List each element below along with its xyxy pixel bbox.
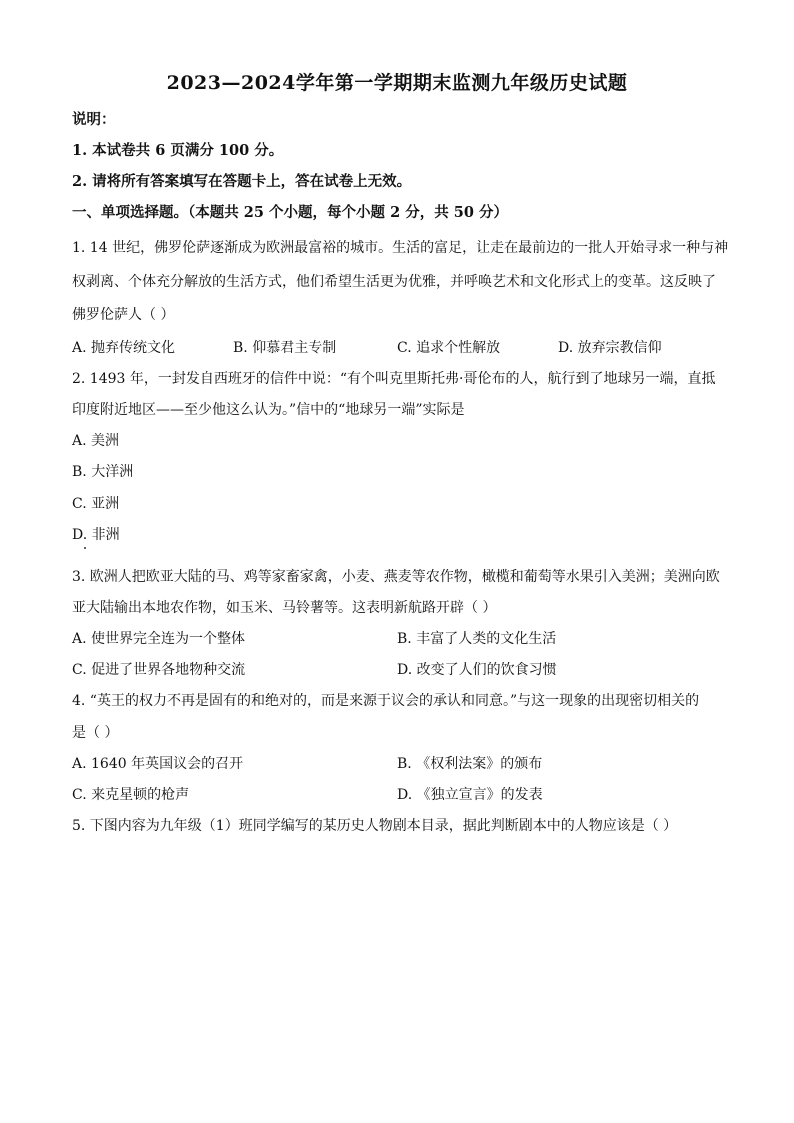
question-1-option-c[interactable]: C. 追求个性解放 xyxy=(397,340,501,356)
question-4-text: 是（ ） xyxy=(72,725,119,741)
question-2-option-c[interactable]: C. 亚洲 xyxy=(72,496,120,512)
instructions-heading: 说明： xyxy=(72,111,116,128)
question-4-option-b[interactable]: B. 《权利法案》的颁布 xyxy=(397,756,543,772)
question-3-text: 3. 欧洲人把欧亚大陆的马、鸡等家畜家禽，小麦、燕麦等农作物，橄榄和葡萄等水果引入美洲；美洲向欧 xyxy=(72,569,720,585)
question-2-option-a[interactable]: A. 美洲 xyxy=(72,433,120,449)
page-title: 2023—2024学年第一学期期末监测九年级历史试题 xyxy=(166,72,628,94)
question-1-option-a[interactable]: A. 抛弃传统文化 xyxy=(72,340,176,356)
question-3-option-b[interactable]: B. 丰富了人类的文化生活 xyxy=(397,631,557,647)
question-1-option-d[interactable]: D. 放弃宗教信仰 xyxy=(558,340,662,356)
question-4-option-c[interactable]: C. 来克星顿的枪声 xyxy=(72,787,190,803)
question-5-text: 5. 下图内容为九年级（1）班同学编写的某历史人物剧本目录，据此判断剧本中的人物应该是（ ） xyxy=(72,818,678,834)
stray-dot xyxy=(84,547,86,549)
instruction-item: 2. 请将所有答案填写在答题卡上，答在试卷上无效。 xyxy=(72,173,412,190)
question-1-text: 权剥离、个体充分解放的生活方式，他们希望生活更为优雅，并呼唤艺术和文化形式上的变革。这反映了 xyxy=(72,274,716,290)
instruction-item: 1. 本试卷共 6 页满分 100 分。 xyxy=(72,142,284,159)
question-2-text: 2. 1493 年，一封发自西班牙的信件中说：“有个叫克里斯托弗·哥伦布的人，航行到了地球另一端，直抵 xyxy=(72,371,716,387)
question-4-option-a[interactable]: A. 1640 年英国议会的召开 xyxy=(72,756,244,772)
question-3-text: 亚大陆输出本地农作物，如玉米、马铃薯等。这表明新航路开辟（ ） xyxy=(72,600,497,616)
question-3-option-a[interactable]: A. 使世界完全连为一个整体 xyxy=(72,631,246,647)
question-4-text: 4. “英王的权力不再是固有的和绝对的，而是来源于议会的承认和同意。”与这一现象的出现密切相关的 xyxy=(72,693,700,709)
question-1-text: 佛罗伦萨人（ ） xyxy=(72,307,175,323)
question-3-option-c[interactable]: C. 促进了世界各地物种交流 xyxy=(72,662,246,678)
question-2-option-d[interactable]: D. 非洲 xyxy=(72,527,120,543)
section-heading: 一、单项选择题。（本题共 25 个小题，每个小题 2 分，共 50 分） xyxy=(72,204,508,221)
question-2-text: 印度附近地区——至少他这么认为。”信中的“地球另一端”实际是 xyxy=(72,402,465,418)
question-4-option-d[interactable]: D. 《独立宣言》的发表 xyxy=(397,787,543,803)
question-1-option-b[interactable]: B. 仰慕君主专制 xyxy=(233,340,337,356)
question-1-text: 1. 14 世纪，佛罗伦萨逐渐成为欧洲最富裕的城市。生活的富足，让走在最前边的一批人开始寻求一种与神 xyxy=(72,240,729,256)
question-2-option-b[interactable]: B. 大洋洲 xyxy=(72,464,134,480)
question-3-option-d[interactable]: D. 改变了人们的饮食习惯 xyxy=(397,662,557,678)
